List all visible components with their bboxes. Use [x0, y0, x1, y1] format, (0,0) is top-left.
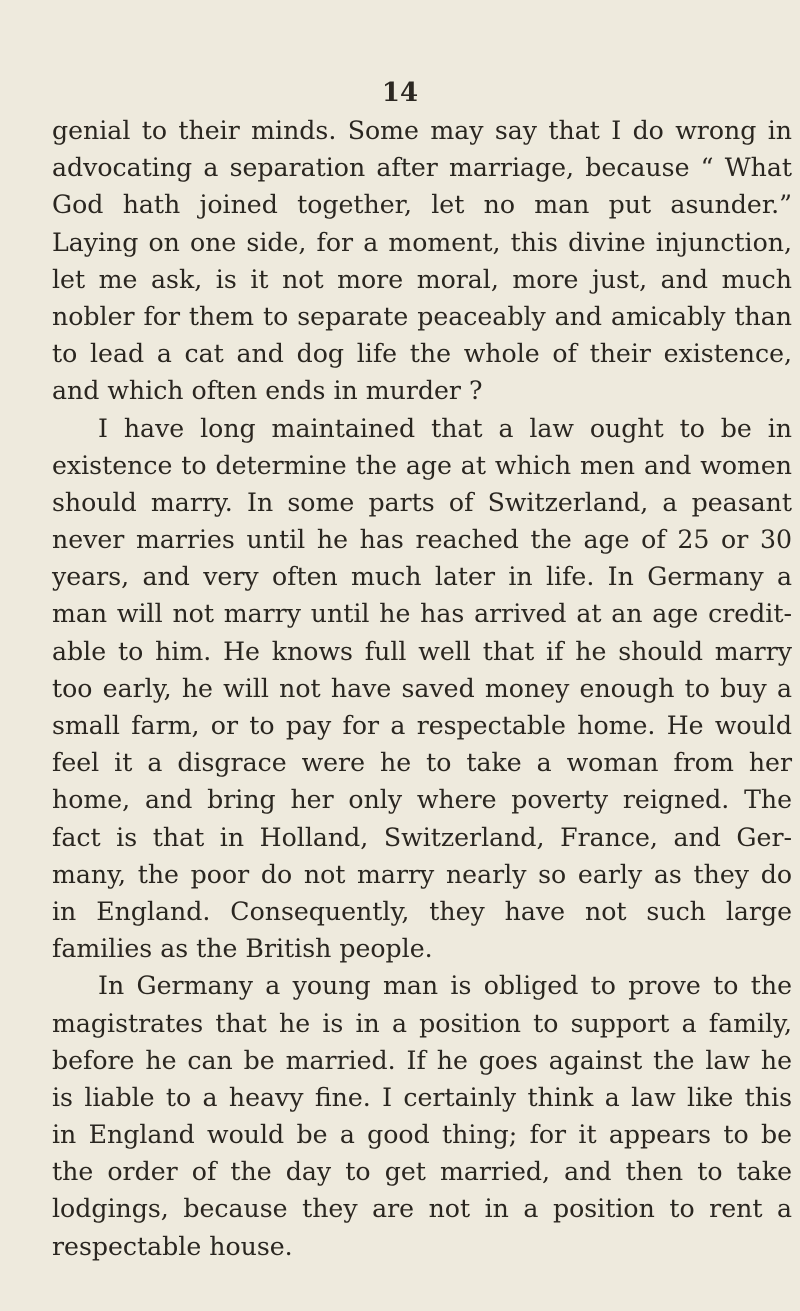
text-line: let me ask, is it not more moral, more just, and much: [52, 264, 792, 294]
text-line: is liable to a heavy fine. I certainly think a law like this: [52, 1082, 792, 1112]
text-line: able to him. He knows full well that if he should marry: [52, 636, 792, 666]
paragraph-3: [52, 967, 792, 1265]
text-line: man will not marry until he has arrived at an age credit-: [52, 599, 792, 629]
text-line: to lead a cat and dog life the whole of their existence,: [52, 339, 792, 369]
text-line: should marry. In some parts of Switzerland, a peasant: [52, 487, 792, 517]
text-line: small farm, or to pay for a respectable home. He would: [52, 711, 792, 740]
text-line: nobler for them to separate peaceably and amicably than: [52, 301, 792, 331]
text-line: existence to determine the age at which men and women: [52, 450, 792, 480]
text-line: and which often ends in murder ?: [52, 376, 483, 406]
text-line: never marries until he has reached the age of 25 or 30: [52, 525, 792, 555]
text-line: genial to their minds. Some may say that I do wrong in: [52, 116, 792, 145]
text-line: advocating a separation after marriage, because “ What: [52, 153, 792, 183]
text-line: years, and very often much later in life. In Germany a: [52, 562, 792, 592]
text-line: feel it a disgrace were he to take a woman from her: [52, 748, 792, 778]
text-line: magistrates that he is in a position to support a family,: [52, 1008, 792, 1038]
page-number: 14: [381, 78, 419, 108]
text-line: lodgings, because they are not in a position to rent a: [52, 1194, 792, 1224]
text-line: in England would be a good thing; for it appears to be: [52, 1120, 792, 1150]
text-line: home, and bring her only where poverty reigned. The: [52, 785, 792, 815]
text-line: many, the poor do not marry nearly so early as they do: [52, 859, 792, 889]
text-line: In Germany a young man is obliged to prove to the: [98, 971, 792, 1001]
paragraph-1: [52, 112, 792, 410]
text-line: too early, he will not have saved money enough to buy a: [52, 673, 792, 703]
text-line: I have long maintained that a law ought to be in: [98, 413, 792, 443]
text-line: the order of the day to get married, and then to take: [52, 1157, 792, 1187]
text-line: in England. Consequently, they have not such large: [52, 896, 792, 926]
text-line: God hath joined together, let no man put asunder.”: [52, 190, 792, 220]
paragraph-2: [52, 410, 792, 968]
text-line: families as the British people.: [52, 934, 433, 964]
body-text: [52, 112, 792, 1265]
text-line: respectable house.: [52, 1231, 293, 1261]
text-line: before he can be married. If he goes against the law he: [52, 1045, 792, 1075]
text-line: Laying on one side, for a moment, this divine injunction,: [52, 227, 792, 257]
text-line: fact is that in Holland, Switzerland, France, and Ger-: [52, 822, 792, 852]
